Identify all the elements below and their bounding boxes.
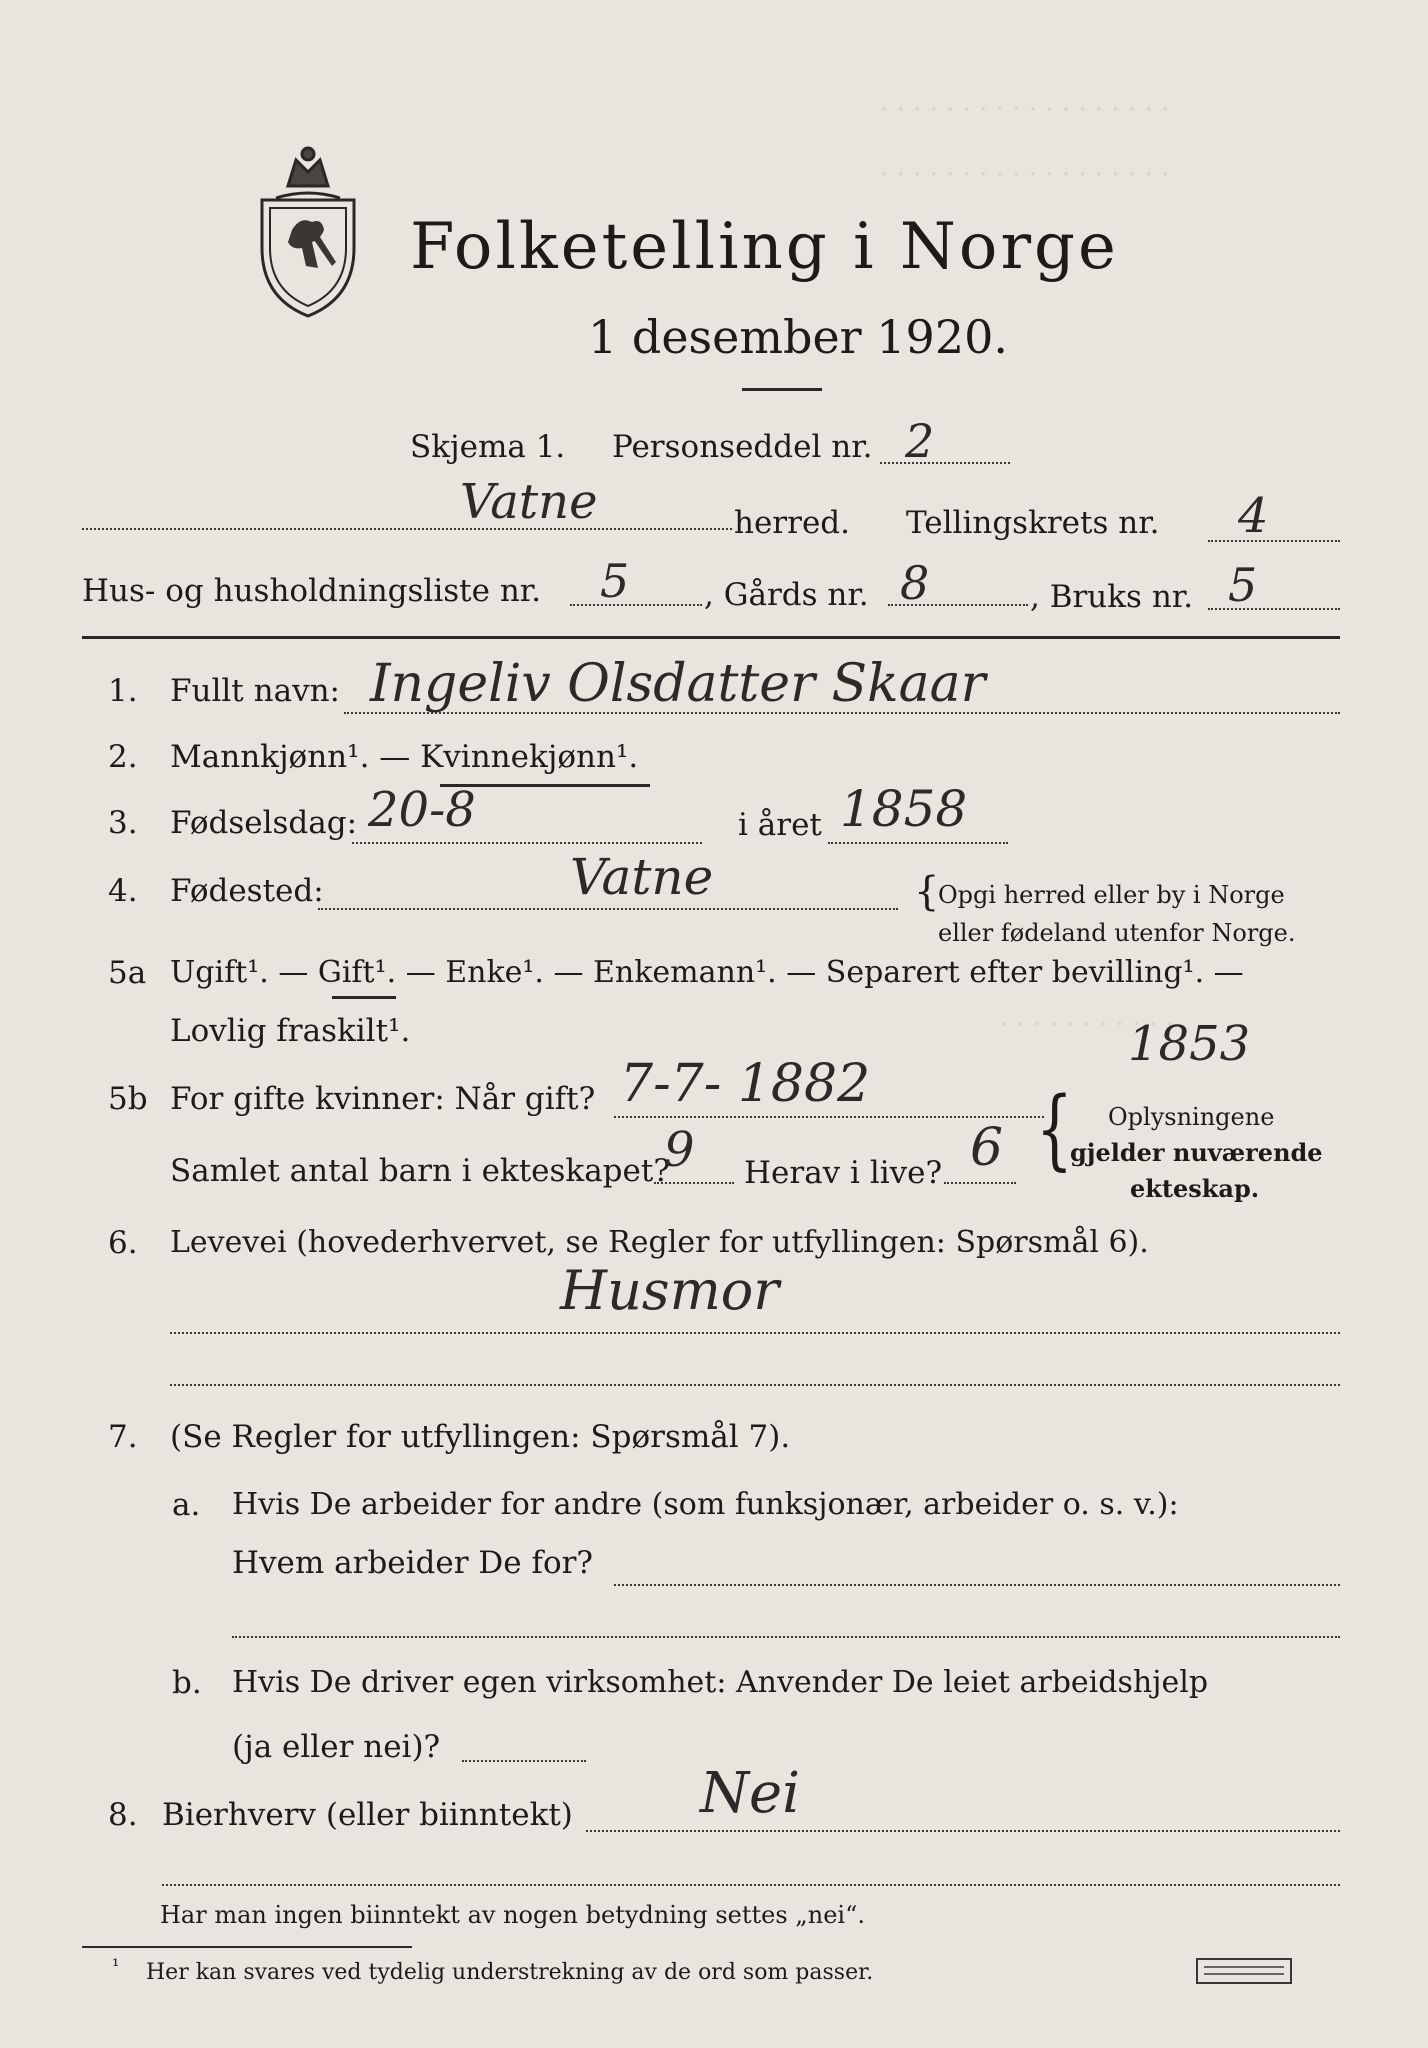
q7a-number: a. — [172, 1487, 201, 1523]
birth-year-value: 1858 — [840, 780, 968, 838]
q5a-number: 5a — [108, 955, 147, 991]
birthplace-value: Vatne — [570, 848, 714, 906]
footnote-text: Her kan svares ved tydelig understrekning av de ord som passer. — [146, 1960, 874, 1985]
q7-number: 7. — [108, 1419, 138, 1455]
bruks-label: , Bruks nr. — [1030, 579, 1194, 615]
show-through-text: · · · · · · · · · · · · · · · · · · — [880, 95, 1170, 125]
tellingskrets-label: Tellingskrets nr. — [906, 505, 1160, 541]
schema-label: Skjema 1. — [410, 429, 566, 465]
header-rule — [82, 636, 1340, 639]
q5b-note-line2: gjelder nuværende — [1070, 1138, 1323, 1167]
q8-label: Bierhverv (eller biinntekt) — [162, 1797, 573, 1833]
q2-label: Mannkjønn¹. — Kvinnekjønn¹. — [170, 739, 639, 775]
side-income-field-2[interactable] — [162, 1884, 1340, 1886]
q7b-line1: Hvis De driver egen virksomhet: Anvender De leiet arbeidshjelp — [232, 1665, 1209, 1700]
birth-year-field[interactable] — [828, 842, 1008, 844]
gift-underline — [332, 996, 396, 999]
q3-label: Fødselsdag: — [170, 805, 358, 841]
alive-count-value: 6 — [970, 1118, 1004, 1178]
tellingskrets-field[interactable] — [1208, 540, 1340, 542]
herred-value: Vatne — [460, 474, 598, 530]
personseddel-label: Personseddel nr. — [612, 429, 873, 465]
alive-count-field[interactable] — [944, 1182, 1016, 1184]
census-date: 1 desember 1920. — [588, 310, 1008, 364]
q3-number: 3. — [108, 805, 138, 841]
hus-field[interactable] — [570, 604, 702, 606]
show-through-text: · · · · · · · · · · · — [1000, 1010, 1174, 1040]
full-name-value: Ingeliv Olsdatter Skaar — [370, 654, 986, 714]
gards-value: 8 — [900, 556, 930, 610]
hired-help-field[interactable] — [462, 1760, 586, 1762]
q5a-line2: Lovlig fraskilt¹. — [170, 1013, 411, 1049]
q7b-line2: (ja eller nei)? — [232, 1729, 441, 1765]
occupation-field[interactable] — [170, 1332, 1340, 1334]
footnote-mark: ¹ — [112, 1956, 120, 1977]
q4-number: 4. — [108, 873, 138, 909]
bruks-value: 5 — [1228, 558, 1258, 612]
form-title: Folketelling i Norge — [410, 210, 1119, 284]
q5b-brace: { — [1036, 1078, 1073, 1180]
title-divider — [742, 388, 822, 391]
children-count-value: 9 — [664, 1122, 695, 1178]
q1-label: Fullt navn: — [170, 673, 340, 709]
q5b-note-line3: ekteskap. — [1130, 1174, 1260, 1203]
herred-field[interactable] — [82, 528, 732, 530]
q6-number: 6. — [108, 1225, 138, 1261]
norwegian-coat-of-arms-icon — [248, 138, 368, 320]
q4-label: Fødested: — [170, 873, 324, 909]
q6-label: Levevei (hovederhvervet, se Regler for utfyllingen: Spørsmål 6). — [170, 1225, 1149, 1260]
birthplace-field[interactable] — [318, 908, 898, 910]
tellingskrets-value: 4 — [1238, 488, 1269, 544]
employer-field-2[interactable] — [232, 1636, 1340, 1638]
married-date-value: 7-7- 1882 — [620, 1054, 871, 1114]
side-income-field[interactable] — [586, 1830, 1340, 1832]
show-through-text: · · · · · · · · · · · · · · · · · · — [880, 160, 1170, 190]
footnote-rule — [82, 1946, 412, 1948]
q1-number: 1. — [108, 673, 138, 709]
children-label: Samlet antal barn i ekteskapet? — [170, 1153, 670, 1189]
personseddel-field[interactable] — [880, 462, 1010, 464]
q7a-line1: Hvis De arbeider for andre (som funksjonær, arbeider o. s. v.): — [232, 1487, 1179, 1522]
occupation-value: Husmor — [560, 1259, 780, 1322]
hus-value: 5 — [600, 554, 630, 608]
herred-label: herred. — [734, 505, 850, 541]
birth-year-label: i året — [738, 807, 822, 843]
personseddel-value: 2 — [905, 414, 935, 468]
birthdate-value: 20-8 — [368, 782, 476, 838]
children-count-field[interactable] — [654, 1182, 734, 1184]
occupation-field-2[interactable] — [170, 1384, 1340, 1386]
gards-label: , Gårds nr. — [704, 577, 869, 613]
employer-field[interactable] — [614, 1584, 1340, 1586]
q5b-married-label: For gifte kvinner: Når gift? — [170, 1081, 596, 1117]
married-year-correction: 1853 — [1128, 1016, 1251, 1072]
q7b-number: b. — [172, 1665, 202, 1701]
q7-label: (Se Regler for utfyllingen: Spørsmål 7). — [170, 1419, 791, 1455]
q7a-line2: Hvem arbeider De for? — [232, 1545, 594, 1581]
side-income-value: Nei — [700, 1761, 801, 1826]
q5b-note-line1: Oplysningene — [1108, 1103, 1275, 1131]
footer-note: Har man ingen biinntekt av nogen betydning settes „nei“. — [160, 1901, 865, 1929]
printer-stamp-icon — [1196, 1958, 1292, 1984]
q8-number: 8. — [108, 1797, 138, 1833]
hus-label: Hus- og husholdningsliste nr. — [82, 573, 542, 609]
q4-note-line1: Opgi herred eller by i Norge — [938, 881, 1285, 909]
q5b-number: 5b — [108, 1081, 148, 1117]
birthdate-field[interactable] — [352, 842, 702, 844]
q4-note-line2: eller fødeland utenfor Norge. — [938, 919, 1296, 947]
alive-label: Herav i live? — [744, 1155, 943, 1191]
q4-brace: { — [914, 869, 940, 915]
q5a-line1: Ugift¹. — Gift¹. — Enke¹. — Enkemann¹. — Separert efter bevilling¹. — — [170, 955, 1244, 990]
q2-number: 2. — [108, 739, 138, 775]
